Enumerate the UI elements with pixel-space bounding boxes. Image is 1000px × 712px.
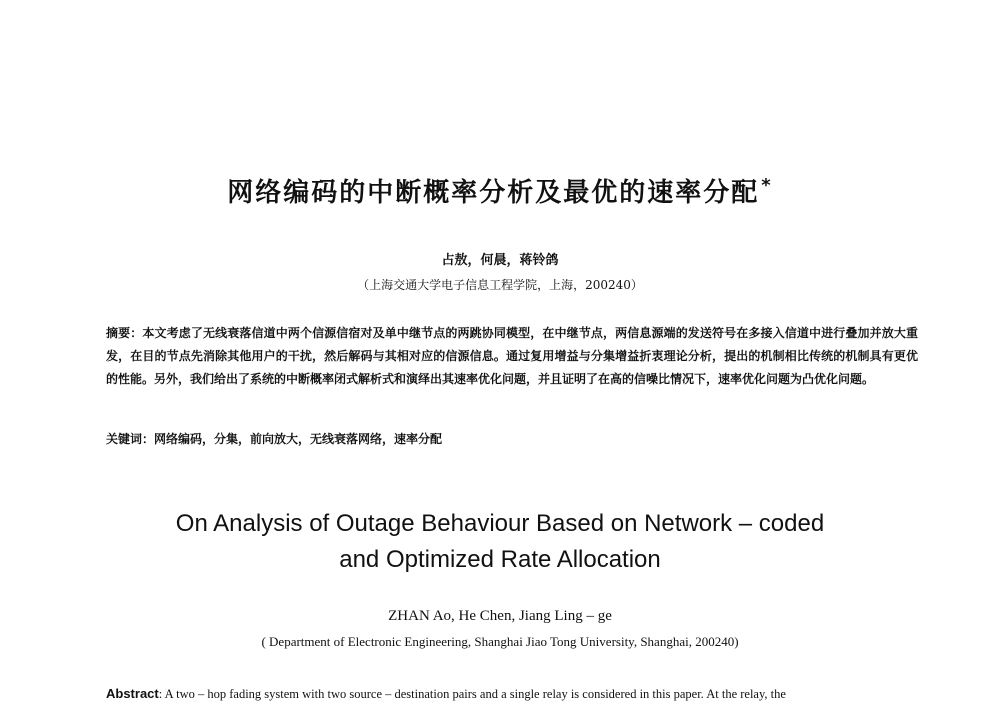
chinese-title-text: 网络编码的中断概率分析及最优的速率分配 <box>227 178 760 208</box>
english-affiliation: ( Department of Electronic Engineering, Shanghai Jiao Tong University, Shanghai, 200240) <box>261 634 739 649</box>
chinese-keywords <box>106 430 918 447</box>
english-abstract-text: : A two – hop fading system with two source – destination pairs and a single relay is considered in this paper. At the relay, the <box>158 687 786 701</box>
chinese-affiliation: （上海交通大学电子信息工程学院，上海，200240） <box>357 278 643 292</box>
english-title <box>0 506 1000 578</box>
english-title-line1: On Analysis of Outage Behaviour Based on Network – coded <box>175 510 825 537</box>
chinese-keywords-label: 关键词： <box>106 432 155 446</box>
english-authors: ZHAN Ao, He Chen, Jiang Ling – ge <box>388 608 612 624</box>
chinese-abstract-text: 本文考虑了无线衰落信道中两个信源信宿对及单中继节点的两跳协同模型，在中继节点，两信息源端的发送符号在多接入信道中进行叠加并放大重发，在目的节点先消除其他用户的干扰，然后解码与其相对应的信源信息。通过复用增益与分集增益折衷理论分析，提出的机制相比传统的机制具有更优的性能。另外，我们给出了系统的中断概率闭式解析式和演绎出其速率优化问题，并且证明了在高的信噪比情况下，速率优化问题为凸优化问题。 <box>106 326 918 386</box>
chinese-keywords-text: 网络编码，分集，前向放大，无线衰落网络，速率分配 <box>154 432 443 446</box>
chinese-abstract-label: 摘要： <box>106 326 143 340</box>
english-abstract-label: Abstract <box>106 686 159 701</box>
chinese-title <box>0 172 1000 209</box>
title-footnote-mark: * <box>761 175 773 197</box>
chinese-authors: 占敖，何晨，蒋铃鸽 <box>441 253 559 268</box>
english-title-line2: and Optimized Rate Allocation <box>339 546 661 573</box>
english-abstract <box>106 686 918 702</box>
chinese-abstract <box>106 322 918 391</box>
